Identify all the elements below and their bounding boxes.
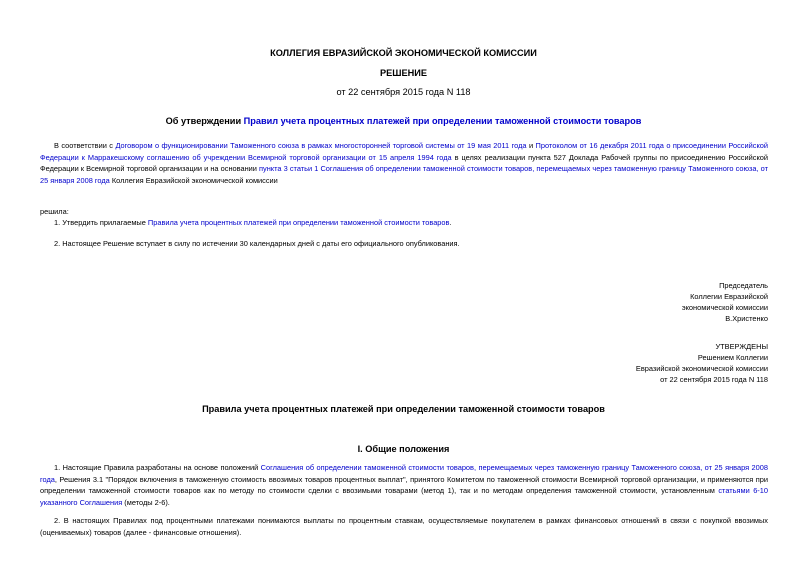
chapter-title: I. Общие положения — [357, 444, 450, 454]
document-title — [0, 116, 807, 126]
customs-value-agreement-link[interactable]: Соглашения об определении таможенной стоимости товаров, перемещаемых через таможенную границу Таможенного союза, от 25 января 2008 года — [40, 463, 768, 484]
approval-line-3: Евразийской экономической комиссии — [635, 364, 768, 373]
preamble-text-4: Коллегия Евразийской экономической комиссии — [109, 175, 278, 185]
document-date: от 22 сентября 2015 года N 118 — [336, 87, 471, 97]
protocol-link[interactable]: Протоколом от 16 декабря 2011 года о присоединении Российской Федерации к Марракешскому соглашению об учреждении Всемирной торговой организации от 15 апреля 1994 года — [40, 141, 768, 162]
signature-line-4: В.Христенко — [725, 314, 768, 323]
approval-line-4: от 22 сентября 2015 года N 118 — [660, 375, 768, 384]
decision-item-2: 2. Настоящее Решение вступает в силу по истечении 30 календарных дней с даты его официального опубликования. — [54, 239, 460, 248]
agreement-article-link[interactable]: пункта 3 статьи 1 Соглашения об определении таможенной стоимости товаров, перемещаемых через таможенную границу Таможенного союза, от 25 января 2008 года — [40, 164, 768, 185]
title-prefix: Об утверждении — [165, 116, 244, 126]
preamble-paragraph — [40, 140, 768, 186]
articles-6-10-link[interactable]: статьями 6-10 указанного Соглашения — [40, 486, 768, 507]
title-rules-link[interactable]: Правил учета процентных платежей при определении таможенной стоимости товаров — [243, 116, 642, 126]
approval-line-2: Решением Коллегии — [697, 353, 768, 362]
signature-line-3: экономической комиссии — [681, 303, 768, 312]
item1-text-2: . — [449, 218, 452, 227]
treaty-link[interactable]: Договором о функционировании Таможенного союза в рамках многосторонней торговой системы от 19 мая 2011 года — [115, 141, 527, 150]
rules-paragraph-1 — [40, 462, 768, 508]
signature-line-2: Коллегии Евразийской — [690, 292, 768, 301]
preamble-text-3: в целях реализации пункта 527 Доклада Рабочей группы по присоединению Российской Федерации к Всемирной торговой организации и на основании — [40, 152, 769, 173]
signature-line-1: Председатель — [719, 281, 768, 290]
preamble-text-1: В соответствии с — [54, 141, 116, 150]
decision-item-1 — [54, 217, 768, 229]
rule1-text-1: 1. Настоящие Правила разработаны на основе положений — [54, 463, 261, 472]
rule1-text-3: (методы 2-6). — [122, 497, 170, 507]
approval-block — [636, 341, 768, 385]
approved-rules-link[interactable]: Правила учета процентных платежей при определении таможенной стоимости товаров — [147, 218, 450, 227]
signature-block — [682, 280, 768, 324]
approval-line-1: УТВЕРЖДЕНЫ — [715, 342, 768, 351]
rule1-text-2: , Решения 3.1 "Порядок включения в таможенную стоимость ввозимых товаров процентных выплат", принятого Комитетом по таможенной стоимости Всемирной торговой организации, и применяются при определении таможенной стоимости товаров как по методу по стоимости сделки с ввозимыми товарами (метод 1), так и по методам определения таможенной стоимости, установленным — [40, 474, 768, 495]
resolved-label: решила: — [40, 207, 69, 216]
preamble-text-2: и — [526, 141, 536, 150]
rules-paragraph-2: 2. В настоящих Правилах под процентными платежами понимаются выплаты по процентным ставкам, осуществляемые покупателем в рамках финансовых отношений в связи с покупкой ввозимых (оцениваемых) товаров (далее - финансовые отношения). — [40, 516, 768, 537]
document-type-heading: РЕШЕНИЕ — [380, 68, 427, 78]
organization-heading: КОЛЛЕГИЯ ЕВРАЗИЙСКОЙ ЭКОНОМИЧЕСКОЙ КОМИССИИ — [270, 48, 537, 58]
item1-text-1: 1. Утвердить прилагаемые — [54, 218, 148, 227]
rules-title: Правила учета процентных платежей при определении таможенной стоимости товаров — [202, 404, 605, 414]
